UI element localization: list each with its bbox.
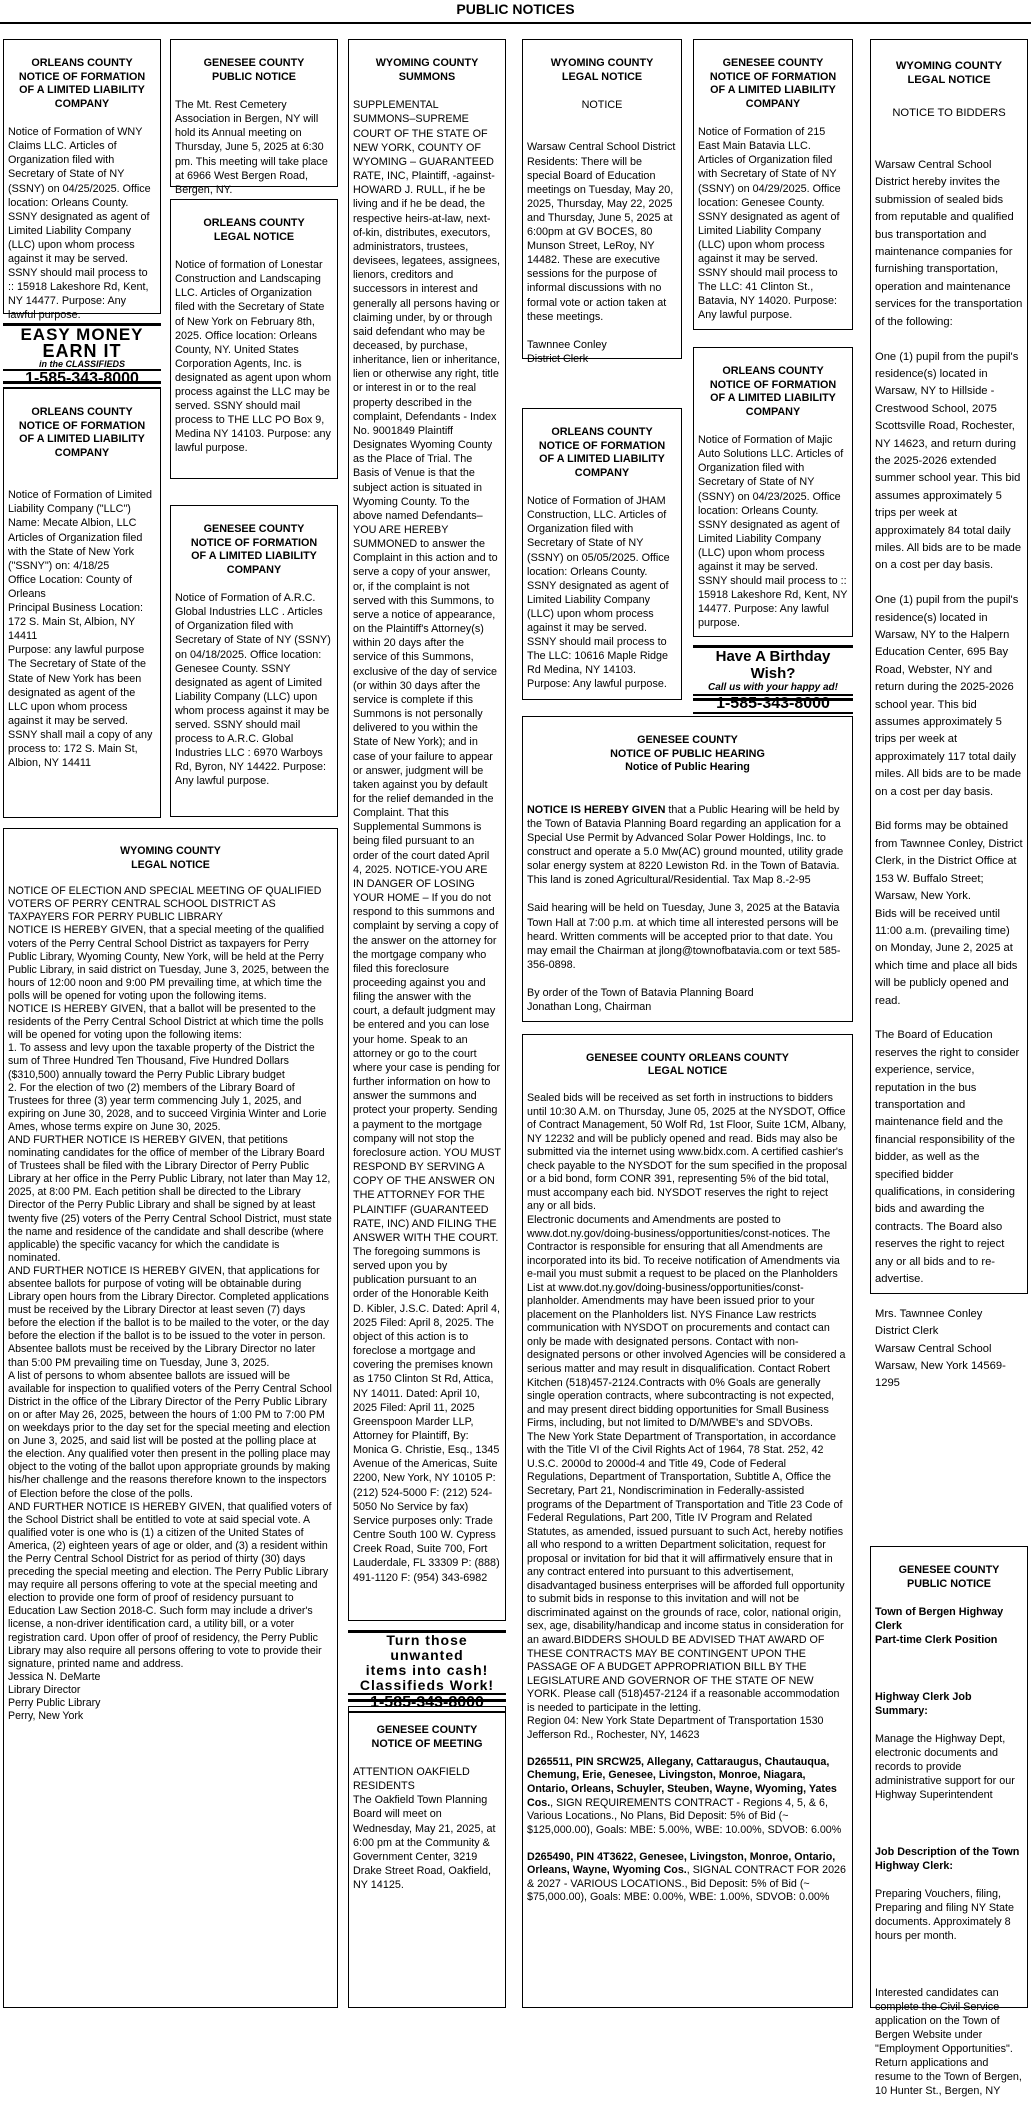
notice-wyoming-summons [348,39,506,1621]
ad-phone: 1-585-343-8000 [3,369,161,389]
notice-body: Sealed bids will be received as set forth in instructions to bidders until 10:30 A.M. on Thursday, June 05, 2025 at the NYSDOT, Office of Contract Management, 50 Wolf Rd, 1st Floor, Suite 1CM, Albany, NY 12232 and will be publicly opened and read. Bids may also be submitted via the internet using www.bidx.com. A certified cashier's check payable to the NYSDOT for the sum specified in the proposal or a bid bond, form CONR 391, representing 5% of the bid total, must accompany each bid. NYSDOT reserves the right to reject any or all bids. Electronic documents and Amendments are posted to www.dot.ny.gov/doing-business/opportunities/const-notices. The Contractor is responsible for ensuring that all Amendments are incorporated into its bid. To receive notification of Amendments via e-mail you must submit a request to be placed on the Planholders List at www.dot.ny.gov/doing-business/opportunities/const-planholder. Amendments may have been issued prior to your placement on the Planholders list. NYS Finance Law restricts communication with NYSDOT on procurements and contact can only be made with designated persons. Contact with non-designated persons or other involved Agencies will be considered a serious matter and may result in disqualification. Contact Robert Kitchen (518)457-2124.Contracts with 0% Goals are generally single operation contracts, where subcontracting is not expected, and may present direct bidding opportunities for Small Business Firms, including, but not limited to D/M/WBE's and SDVOBs. The New York State Department of Transportation, in accordance with the Title VI of the Civil Rights Act of 1964, 78 Stat. 252, 42 U.S.C. 2000d to 2000d-4 and Title 49, Code of Federal Regulations, Department of Transportation, Subtitle A, Office the Secretary, Part 21, Nondiscrimination in Federally-assisted programs of the Department of Transportation and Title 23 Code of Federal Regulations, Part 200, Title IV Program and Related Statutes, as amended, issued pursuant to such Act, hereby notifies all who respond to a written Department solicitation, request for proposal or invitation for bid that it will affirmatively ensure that in any contract entered into pursuant to this advertisement, disadvantaged business enterprises will be afforded full opportunity to submit bids in response to this invitation and will not be discriminated against on the grounds of race, color, national origin, sex, age, disability/handicap and income status in consideration for an award.BIDDERS SHOULD BE ADVISED THAT AWARD OF THESE CONTRACTS MAY BE CONTINGENT UPON THE PASSAGE OF A BUDGET APPROPRIATION BILL BY THE LEGISLATURE AND GOVERNOR OF THE STATE OF NEW YORK. Please call (518)457-2124 if a reasonable accommodation is needed to participate in the letting. Region 04: New York State Department of Transportation 1530 Jefferson Rd., Rochester, NY, 14623 [527,1092,848,1741]
job-summary-heading: Highway Clerk Job Summary: [875,1690,972,1717]
ad-sub: in the CLASSIFIEDS [38,359,125,369]
spacer [875,1817,1023,1831]
notice-oakfield-meeting [348,1706,506,2008]
notice-subheading: NOTICE [581,99,623,112]
contract-2-body: , SIGNAL CONTRACT FOR 2026 & 2027 - VARIOUS LOCATIONS., Bid Deposit: 5% of Bid (~ $75,000.00), Goals: MBE: 0.00%, WBE: 1.00%, SDVOB: 0.00% [527,1864,846,1904]
spacer [875,1662,1023,1676]
notice-batavia-public-hearing [522,716,853,1022]
notice-wny-claims [3,39,161,322]
page-title: PUBLIC NOTICES [0,0,1031,24]
notice-body: The Mt. Rest Cemetery Association in Bergen, NY will hold its Annual meeting on Thursday, June 5, 2025 at 6:30 pm. This meeting will take place at 6966 West Bergen Road, Bergen, NY. [175,99,328,196]
ad-headline: EASY MONEY [20,325,144,344]
turn-items-into-cash-ad [348,1630,506,1711]
notice-warsaw-board-meetings [522,39,682,365]
ad-headline-2: EARN IT [42,341,122,361]
notice-heading: WYOMING COUNTY LEGAL NOTICE [550,57,654,83]
notice-body: Notice of Formation of 215 East Main Batavia LLC. Articles of Organization filed with Secretary of State of NY (SSNY) on 04/29/2025. Office location: Genesee County. SSNY designated as agent of Limited Liability Company (LLC) upon whom process against it may be served. SSNY should mail process to The LLC: 41 Clinton St., Batavia, NY 14020. Purpose: Any lawful purpose. [698,126,841,322]
notice-heading: WYOMING COUNTY SUMMONS [375,57,479,83]
contract-1-lead: D265511, PIN SRCW25, Allegany, Cattaraugus, Chautauqua, Chemung, Erie, Genesee, Livingston, Monroe, Niagara, Ontario, Orleans, Schuyler, Steuben, Wayne, Wyoming, Yates Cos. [527,1755,837,1809]
notice-body: Notice of formation of Lonestar Construction and Landscaping LLC. Articles of Organization filed with the Secretary of State of New York on February 8th, 2025. Office location: Orleans County, NY. United States Corporation Agents, Inc. is designated as agent upon whom process against the LLC may be served. SSNY should mail process to THE LLC PO Box 9, Medina NY 14103. Purpose: any lawful purpose. [175,259,332,455]
notice-nysdot-sealed-bids [522,1034,853,2008]
notice-mt-rest-cemetery [170,39,338,196]
notice-heading: ORLEANS COUNTY NOTICE OF FORMATION OF A LIMITED LIABILITY COMPANY [18,406,146,459]
job-description-text: Preparing Vouchers, filing, Preparing and filing NY State documents. Approximately 8 hours per month. [875,1888,1015,1943]
application-instructions: Interested candidates can complete the Civil Service application on the Town of Bergen Website under "Employment Opportunities". Return applications and resume to the Town of Bergen, 10 Hunter St., Bergen, NY [875,1986,1022,2098]
contract-1-body: , SIGN REQUIREMENTS CONTRACT - Regions 4, 5, & 6, Various Locations., No Plans, Bid Deposit: 5% of Bid (~ $125,000.00), Goals: MBE: 5.00%, WBE: 10.00%, SDVOB: 6.00% [527,1796,842,1836]
notice-perry-library-election [3,828,338,2008]
notice-arc-global [170,505,338,817]
notice-heading: GENESEE COUNTY ORLEANS COUNTY LEGAL NOTICE [586,1051,789,1078]
contract-2 [527,1851,848,1905]
notice-heading: ORLEANS COUNTY NOTICE OF FORMATION OF A LIMITED LIABILITY COMPANY [709,365,837,418]
notice-bergen-highway-clerk [870,1546,1028,2098]
notice-heading: ORLEANS COUNTY NOTICE OF FORMATION OF A LIMITED LIABILITY COMPANY [538,426,666,479]
ad-headline: Have A Birthday Wish? [715,648,831,682]
ad-phone: 1-585-343-8000 [693,694,853,714]
notice-heading: ORLEANS COUNTY LEGAL NOTICE [203,217,305,243]
ad-sub: Call us with your happy ad! [707,682,838,693]
notice-body: Notice of Formation of JHAM Construction, LLC. Articles of Organization filed with Secretary of State of NY (SSNY) on 05/05/2025. Office location: Orleans County. SSNY designated as agent of Limited Liability Company (LLC) upon whom process against it may be served. SSNY should mail process to The LLC: 10616 Maple Ridge Rd Medina, NY 14103. Purpose: Any lawful purpose. [527,495,670,691]
notice-heading: GENESEE COUNTY NOTICE OF FORMATION OF A LIMITED LIABILITY COMPANY [709,57,837,110]
notice-heading: WYOMING COUNTY LEGAL NOTICE [120,845,221,871]
job-summary-text: Manage the Highway Dept, electronic documents and records to provide administrative support for our Highway Superintendent [875,1733,1015,1802]
notice-lonestar-construction [170,199,338,479]
notice-warsaw-bus-bids [870,39,1028,1390]
notice-heading: GENESEE COUNTY NOTICE OF PUBLIC HEARING Notice of Public Hearing [610,734,765,774]
notice-heading: WYOMING COUNTY LEGAL NOTICE [895,60,1003,86]
job-title: Town of Bergen Highway Clerk Part-time Clerk Position [875,1606,1004,1647]
notice-heading: GENESEE COUNTY PUBLIC NOTICE [898,1564,1000,1590]
notice-body: ATTENTION OAKFIELD RESIDENTS The Oakfield Town Planning Board will meet on Wednesday, May 21, 2025, at 6:00 pm at the Community & Government Center, 3219 Drake Street Road, Oakfield, NY 14125. [353,1766,496,1891]
notice-heading: GENESEE COUNTY PUBLIC NOTICE [203,57,305,83]
notice-jham-construction [522,408,682,700]
notice-body-wrap [527,789,848,1015]
ad-phone: 1-585-343-8000 [348,1693,506,1713]
ad-headline: Turn those unwanted [386,1632,468,1663]
notice-body: that a Public Hearing will be held by the Town of Batavia Planning Board regarding an application for a Special Use Permit by Advanced Solar Power Holdings, Inc. to construct and operate a 5.0 Mw(AC) ground mounted, utility grade solar energy system at 8220 Lewiston Rd. in the Town of Batavia. This land is zoned Agricultural/Residential. Tax Map 8.-2-95 Said hearing will be held on Tuesday, June 3, 2025 at the Batavia Town Hall at 7:00 p.m. at which time all interested persons will be heard. Written comments will be accepted prior to that date. You may email the Chairman at jlong@townofbatavia.com or text 585-356-0898. By order of the Town of Batavia Planning Board Jonathan Long, Chairman [527,803,844,1014]
notice-subheading: NOTICE TO BIDDERS [892,106,1006,119]
notice-body: Notice of Formation of A.R.C. Global Industries LLC . Articles of Organization filed with Secretary of State of NY (SSNY) on 04/18/2025. Office location: Genesee County. SSNY designated as agent of Limited Liability Company (LLC) upon whom process against it may be served. SSNY should mail process to A.R.C. Global Industries LLC : 6970 Warboys Rd, Byron, NY 14422. Purpose: Any lawful purpose. [175,592,331,788]
notice-body: Notice of Formation of Majic Auto Solutions LLC. Articles of Organization filed with Secretary of State of NY (SSNY) on 04/23/2025. Office location: Orleans County. SSNY designated as agent of Limited Liability Company (LLC) upon whom process against it may be served. SSNY should mail process to :: 15918 Lakeshore Rd, Kent, NY 14477. Purpose: Any lawful purpose. [698,434,848,630]
spacer [875,1958,1023,1972]
notice-body: SUPPLEMENTAL SUMMONS–SUPREME COURT OF THE STATE OF NEW YORK, COUNTY OF WYOMING – GUARANTEED RATE, INC, Plaintiff, -against- HOWARD J. RULL, if he be living and if he be dead, the respective heirs-at-law, next-of-kin, distributes, executors, administrators, trustees, devisees, legatees, assignees, lienors, creditors and successors in interest and generally all persons having or claiming under, by or through said defendant who may be deceased, by purchase, inheritance, lien or inheritance, lien or otherwise any right, title or interest in or to the real property described in the complaint, Defendants - Index No. 9001849 Plaintiff Designates Wyoming County as the Place of Trial. The Basis of Venue is that the subject action is situated in Wyoming County. To the above named Defendants–YOU ARE HEREBY SUMMONED to answer the Complaint in this action and to serve a copy of your answer, or, if the complaint is not served with this Summons, to serve a notice of appearance, on the Plaintiff's Attorney(s) within 20 days after the service of this Summons, exclusive of the day of service (or within 30 days after the service is complete if this Summons is not personally delivered to you within the State of New York); and in case of your failure to appear or answer, judgment will be taken against you by default for the relief demanded in the Complaint. That this Supplemental Summons is being filed pursuant to an order of the court dated April 4, 2025. NOTICE-YOU ARE IN DANGER OF LOSING YOUR HOME – If you do not respond to this summons and complaint by serving a copy of the answer on the attorney for the mortgage company who filed this foreclosure proceeding against you and filing the answer with the court, a default judgment may be entered and you can lose your home. Speak to an attorney or go to the court where your case is pending for further information on how to answer the summons and protect your property. Sending a payment to the mortgage company will not stop the foreclosure action. YOU MUST RESPOND BY SERVING A COPY OF THE ANSWER ON THE ATTORNEY FOR THE PLAINTIFF (GUARANTEED RATE, INC) AND FILING THE ANSWER WITH THE COURT. The foregoing summons is served upon you by publication pursuant to an order of the Honorable Keith D. Kibler, J.S.C. Dated: April 4, 2025 Filed: April 8, 2025. The object of this action is to foreclose a mortgage and covering the premises known as 1750 Clinton St Rd, Attica, NY 14011. Dated: April 10, 2025 Filed: April 11, 2025 Greenspoon Marder LLP, Attorney for Plaintiff, By: Monica G. Christie, Esq., 1345 Avenue of the Americas, Suite 2200, New York, NY 10105 P: (212) 524-5000 F: (212) 524-5050 No Service by fax) Service purposes only: Trade Centre South 100 W. Cypress Creek Road, Suite 700, Fort Lauderdale, FL 33309 P: (888) 491-1120 F: (954) 343-6982 [353,99,501,1584]
notice-body: Notice of Formation of Limited Liability Company ("LLC") Name: Mecate Albion, LLC Articles of Organization filed with the State of New York ("SSNY") on: 4/18/25 Office Location: County of Orleans Principal Business Location: 172 S. Main St, Albion, NY 14411 Purpose: any lawful purpose The Secretary of State of the State of New York has been designated as agent of the LLC upon whom process against it may be served. SSNY shall mail a copy of any process to: 172 S. Main St, Albion, NY 14411 [8,489,153,770]
easy-money-ad [3,323,161,387]
notice-lead: NOTICE IS HEREBY GIVEN [527,803,666,816]
notice-majic-auto [693,347,853,637]
notice-mecate-albion [3,388,161,818]
notice-body: NOTICE OF ELECTION AND SPECIAL MEETING OF QUALIFIED VOTERS OF PERRY CENTRAL SCHOOL DISTRICT AS TAXPAYERS FOR PERRY PUBLIC LIBRARY NOTICE IS HEREBY GIVEN, that a special meeting of the qualified voters of the Perry Central School District as taxpayers for Perry Public Library, Wyoming County, New York, will be held at the Perry Public Library, in said district on Tuesday, June 3, 2025, between the hours of 12:00 noon and 9:00 PM prevailing time, at which time the polls will be opened for voting upon the following items. NOTICE IS HEREBY GIVEN, that a ballot will be presented to the residents of the Perry Central School District at which time the polls will be opened for voting upon the following items: 1. To assess and levy upon the taxable property of the District the sum of Three Hundred Ten Thousand, Five Hundred Dollars ($310,500) annually toward the Perry Public Library budget 2. For the election of two (2) members of the Library Board of Trustees for three (3) year term commencing July 1, 2025, and expiring on June 30, 2028, and to succeed Virginia Winter and Lorie Ames, whose terms expire on June 30, 2025. AND FURTHER NOTICE IS HEREBY GIVEN, that petitions nominating candidates for the office of member of the Library Board of Trustees shall be filed with the Library Director of Perry Public Library at her office in the Perry Public Library, not later than May 12, 2025, at 8:00 PM. Each petition shall be directed to the Library Director of the Perry Public Library and shall be signed by at least twenty five (25) voters of the Perry Central School District, must state the name and residence of the candidate and shall describe (where applicable) the specific vacancy for which the candidate is nominated. AND FURTHER NOTICE IS HEREBY GIVEN, that applications for absentee ballots for purpose of voting will be obtainable during Library open hours from the Library Director. Completed applications must be received by the Library Director at least seven (7) days before the election if the ballot is to be mailed to the voter, or the day before the election if the ballot is to be issued to the voter in person. Absentee ballots must be received by the Library Director no later than 5:00 PM prevailing time on Tuesday, June 3, 2025. A list of persons to whom absentee ballots are issued will be available for inspection to qualified voters of the Perry Central School District in the office of the Library Director of the Perry Public Library on or after May 26, 2025, between the hours of 1:00 PM to 7:00 PM on weekdays prior to the day set for the special meeting and election on June 3, 2025, and said list will be posted at the polling place at the election. Any qualified voter then present in the polling place may object to the voting of the ballot upon appropriate grounds by making his/her challenge and the reasons therefore known to the inspectors of Election before the close of the polls. AND FURTHER NOTICE IS HEREBY GIVEN, that qualified voters of the School District shall be entitled to vote at said special vote. A qualified voter is one who is (1) a citizen of the United States of America, (2) eighteen years of age or older, and (3) a resident within the Perry Central School District for as period of thirty (30) days preceding the special meeting and election. The Perry Public Library may require all persons offering to vote at the special meeting and election to provide one form of proof of residency pursuant to Education Law Section 2018-C. Such form may include a driver's license, a non-driver identification card, a utility bill, or a voter registration card. Upon offer of proof of residency, the Perry Public Library may also require all persons offering to vote to provide their signature, printed name and address. Jessica N. DeMarte Library Director Perry Public Library Perry, New York [8,885,332,1723]
ad-headline-3: Classifieds Work! [359,1677,495,1693]
contract-1 [527,1756,848,1837]
notice-body: Warsaw Central School District hereby invites the submission of sealed bids from reputable and qualified bus transportation and maintenance companies for furnishing transportation, operation and maintenance services for the transportation of the following: One (1) pupil from the pupil's residence(s) located in Warsaw, NY to Hillside - Crestwood School, 2075 Scottsville Road, Rochester, NY 14623, and return during the 2025-2026 extended summer school year. This bid assumes approximately 5 trips per week at approximately 84 total daily miles. All bids are to be made on a cost per day basis. One (1) pupil from the pupil's residence(s) located in Warsaw, NY to the Halpern Education Center, 695 Bay Road, Webster, NY and return during the 2025-2026 school year. This bid assumes approximately 5 trips per week at approximately 117 total daily miles. All bids are to be made on a cost per day basis. Bid forms may be obtained from Tawnnee Conley, District Clerk, in the District Office at 153 W. Buffalo Street; Warsaw, New York. Bids will be received until 11:00 a.m. (prevailing time) on Monday, June 2, 2025 at which time and place all bids will be publicly opened and read. The Board of Education reserves the right to consider experience, service, reputation in the bus transportation and maintenance field and the financial responsibility of the bidder, as well as the specified bidder qualifications, in considering bids and awarding the contracts. The Board also reserves the right to reject any or all bids and to re-advertise. Mrs. Tawnnee Conley District Clerk Warsaw Central School Warsaw, New York 14569-1295 [875,159,1023,1390]
notice-215-east-main [693,39,853,330]
contract-2-lead: D265490, PIN 4T3622, Genesee, Livingston, Monroe, Ontario, Orleans, Wayne, Wyoming Cos. [527,1850,836,1877]
job-description-heading: Job Description of the Town Highway Clerk: [875,1845,1020,1872]
notice-body: Warsaw Central School District Residents: There will be special Board of Education meetings on Tuesday, May 20, 2025, Thursday, May 22, 2025 and Thursday, June 5, 2025 at 6:00pm at GV BOCES, 80 Munson Street, LeRoy, NY 14482. These are executive sessions for the purpose of informal discussions with no formal vote or action taken at these meetings. Tawnnee Conley District Clerk [527,141,676,365]
birthday-wish-ad [693,645,853,712]
notice-heading: ORLEANS COUNTY NOTICE OF FORMATION OF A LIMITED LIABILITY COMPANY [18,57,146,110]
notice-heading: GENESEE COUNTY NOTICE OF MEETING [371,1724,483,1750]
notice-heading: GENESEE COUNTY NOTICE OF FORMATION OF A LIMITED LIABILITY COMPANY [190,523,318,576]
ad-headline-2: items into cash! [365,1662,489,1678]
notice-body: Notice of Formation of WNY Claims LLC. Articles of Organization filed with Secretary of State of NY (SSNY) on 04/25/2025. Office location: Orleans County. SSNY designated as agent of Limited Liability Company (LLC) upon whom process against it may be served. SSNY should mail process to :: 15918 Lakeshore Rd, Kent, NY 14477. Purpose: Any lawful purpose. [8,126,151,322]
